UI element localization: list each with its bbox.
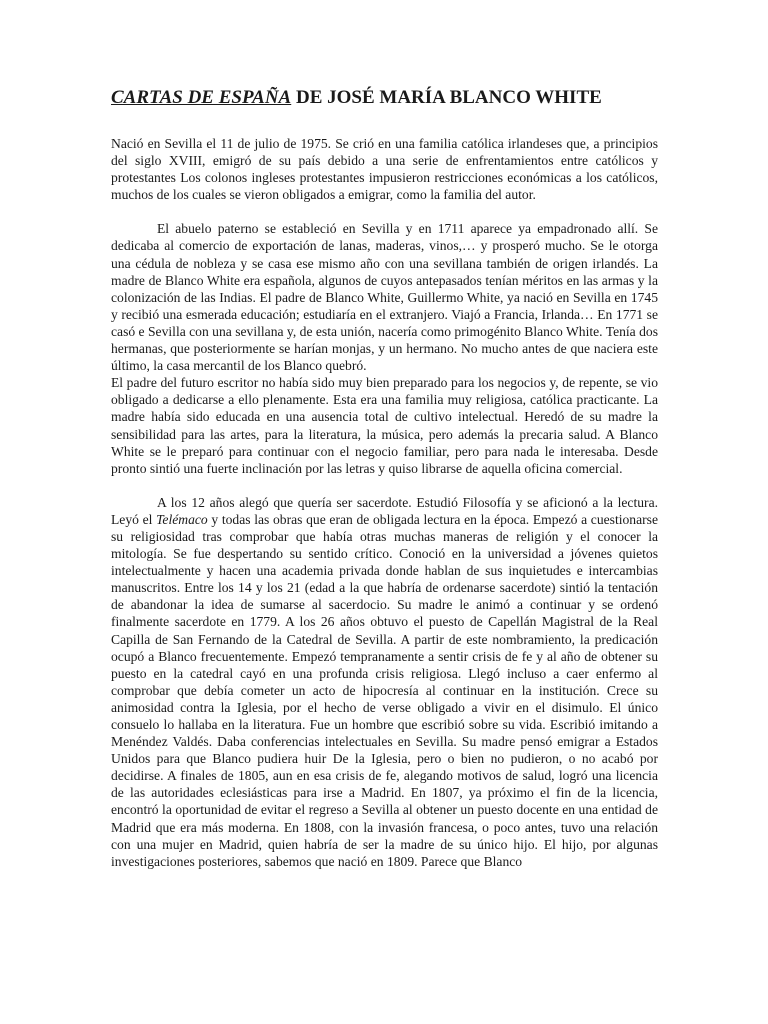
document-page [111,86,658,870]
title-author: DE JOSÉ MARÍA BLANCO WHITE [291,87,602,108]
paragraph-priesthood [111,494,658,870]
paragraph-father: El padre del futuro escritor no había sido muy bien preparado para los negocios y, de repente, se vio obligado a dedicarse a ello plenamente. Esta era una familia muy religiosa, católica practicante. La madre había sido educada en una ausencia total de cultivo intelectual. Heredó de su madre la sensibilidad para las artes, para la literatura, la música, pero además la precaria salud. A Blanco White se le preparó para continuar con el negocio familiar, pero para nada le interesaba. Desde pronto sintió una fuerte inclinación por las letras y quiso librarse de aquella oficina comercial. [111,375,658,476]
document-title [111,86,658,110]
paragraph-priesthood-start: A los 12 años alegó que quería ser sacerdote. Estudió Filosofía y se aficionó a la lectura. Leyó el [111,494,658,527]
book-title-telemaco: Telémaco [156,511,208,527]
paragraph-family: El abuelo paterno se estableció en Sevilla y en 1711 aparece ya empadronado allí. Se dedicaba al comercio de exportación de lanas, maderas, vinos,… y prosperó mucho. Se le otorga una cédula de nobleza y se casa ese mismo año con una sevillana también de origen irlandés. La madre de Blanco White era española, algunos de cuyos antepasados tenían méritos en las armas y la colonización de las Indias. El padre de Blanco White, Guillermo White, ya nació en Sevilla en 1745 y recibió una esmerada educación; estudiaría en el extranjero. Viajó a Francia, Irlanda… En 1771 se casó e Sevilla con una sevillana y, de esta unión, nacería como primogénito Blanco White. Tenía dos hermanas, que posteriormente se harían monjas, y un hermano. No mucho antes de que naciera este último, la casa mercantil de los Blanco quebró. [111,221,658,374]
paragraph-birth: Nació en Sevilla el 11 de julio de 1975. Se crió en una familia católica irlandeses que, a principios del siglo XVIII, emigró de su país debido a una serie de enfrentamientos entre católicos y protestantes Los colonos ingleses protestantes impusieron restricciones económicas a los católicos, muchos de los cuales se vieron obligados a emigrar, como la familia del autor. [111,136,658,203]
title-work-name: CARTAS DE ESPAÑA [111,87,292,108]
paragraph-priesthood-rest: y todas las obras que eran de obligada lectura en la época. Empezó a cuestionarse su religiosidad tras comprobar que había otras muchas maneras de religión y el conocer la mitología. Se fue despertando su sentido crítico. Conoció en la universidad a jóvenes quietos intelectualmente y hacen una academia privada donde hablan de sus inquietudes e intercambias manuscritos. Entre los 14 y los 21 (edad a la que habría de ordenarse sacerdote) sintió la tentación de abandonar la idea de sumarse al sacerdocio. Su madre le animó a continuar y se ordenó finalmente sacerdote en 1779. A los 26 años obtuvo el puesto de Capellán Magistral de la Real Capilla de San Fernando de la Catedral de Sevilla. A partir de este nombramiento, la predicación ocupó a Blanco frecuentemente. Empezó tempranamente a sentir crisis de fe y al año de obtener su puesto en la catedral cayó en una profunda crisis religiosa. Llegó incluso a caer enfermo al comprobar que debía cometer un acto de hipocresía al continuar en la institución. Crece su animosidad contra la Iglesia, por el hecho de verse obligado a vivir en el disimulo. El único consuelo lo hallaba en la literatura. Fue un hombre que escribió sobre su vida. Escribió imitando a Menéndez Valdés. Daba conferencias intelectuales en Sevilla. Su madre pensó emigrar a Estados Unidos para que Blanco pudiera huir De la Iglesia, pero o bien no pudieron, o no acabó por decidirse. A finales de 1805, aun en esa crisis de fe, alegando motivos de salud, logró una licencia de las autoridades eclesiásticas para irse a Madrid. En 1807, ya próximo el fin de la licencia, encontró la oportunidad de evitar el regreso a Sevilla al obtener un puesto docente en una entidad de Madrid que era más moderna. En 1808, con la invasión francesa, o poco antes, tuvo una relación con una mujer en Madrid, quien habría de ser la madre de su único hijo. El hijo, por algunas investigaciones posteriores, sabemos que nació en 1809. Parece que Blanco [111,511,658,869]
